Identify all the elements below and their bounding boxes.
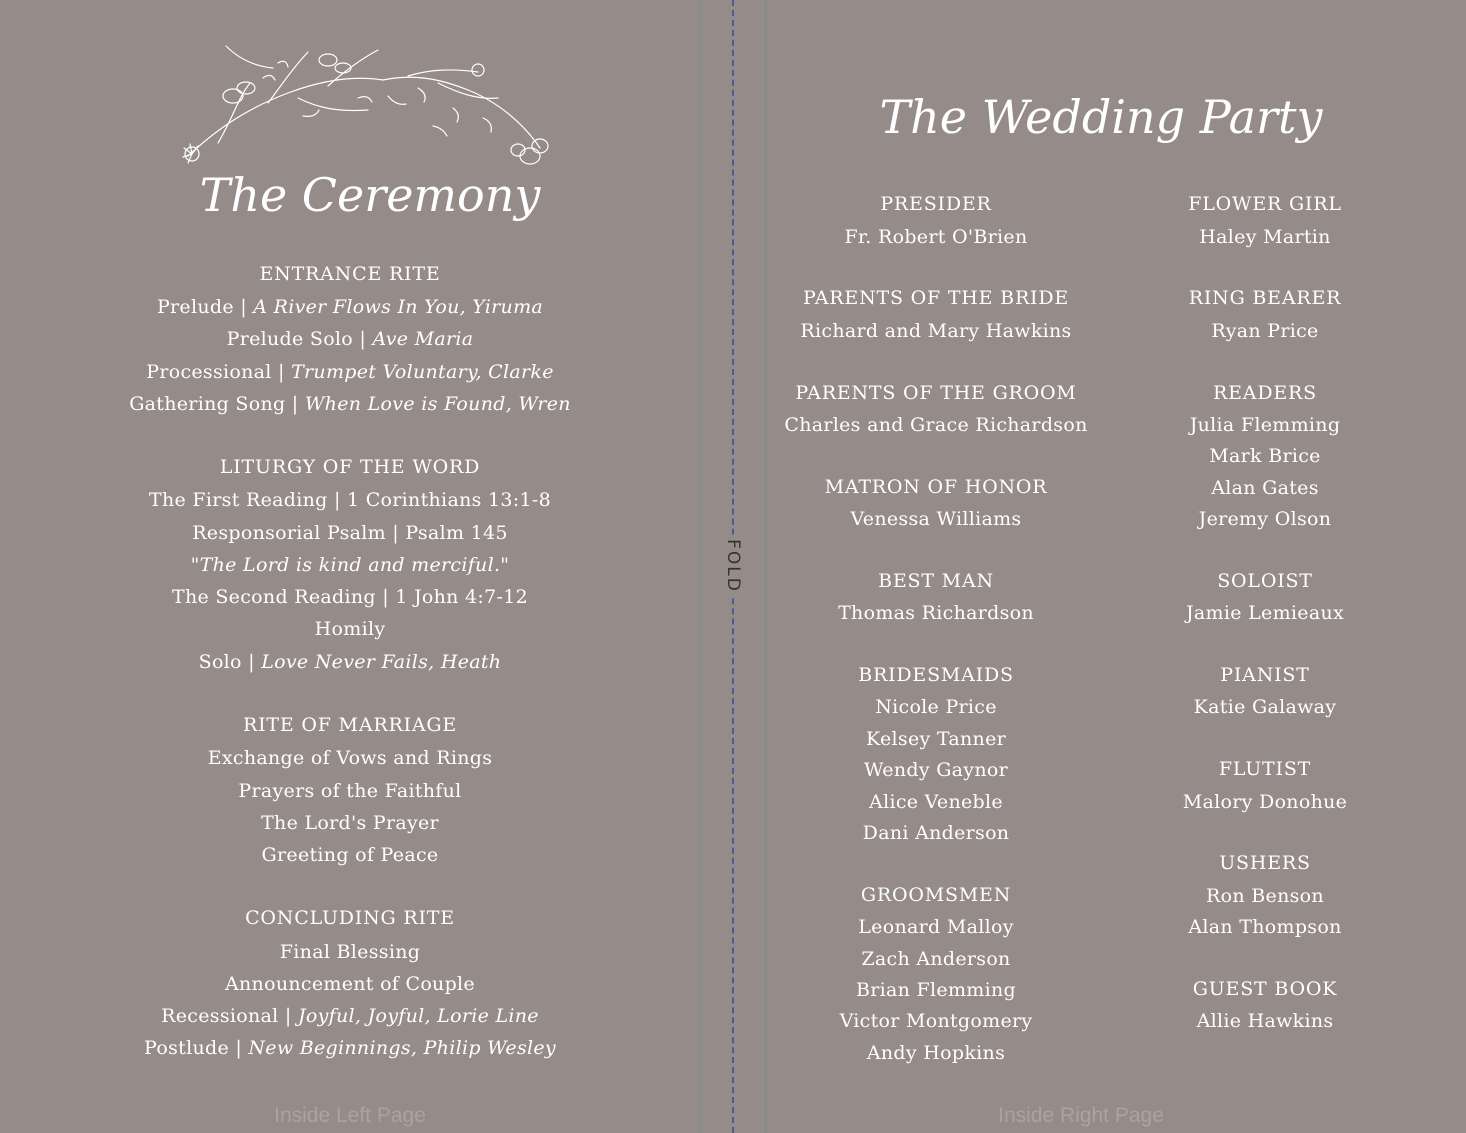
program-line: Greeting of Peace (261, 844, 439, 866)
party-name: Alan Gates (1211, 477, 1319, 499)
program-line: Prelude | A River Flows In You, Yiruma (156, 296, 544, 318)
program-line: Responsorial Psalm | Psalm 145 (192, 522, 508, 544)
ceremony-title: The Ceremony (199, 168, 541, 222)
party-name: Venessa Williams (850, 508, 1022, 530)
section-heading: CONCLUDING RITE (245, 907, 455, 929)
party-name: Kelsey Tanner (866, 728, 1006, 750)
program-line: Postlude | New Beginnings, Philip Wesley (144, 1037, 556, 1059)
program-line: The Second Reading | 1 John 4:7-12 (171, 586, 529, 608)
program-line: Prayers of the Faithful (238, 780, 462, 802)
party-name: Katie Galaway (1193, 696, 1337, 718)
program-line: The First Reading | 1 Corinthians 13:1-8 (149, 489, 551, 511)
role-heading: BEST MAN (878, 570, 994, 592)
role-heading: MATRON OF HONOR (824, 476, 1048, 498)
party-name: Leonard Malloy (858, 916, 1014, 938)
role-heading: FLUTIST (1218, 758, 1312, 780)
left-trim-line (700, 0, 701, 1133)
role-heading: READERS (1213, 382, 1317, 404)
role-heading: GUEST BOOK (1192, 978, 1338, 1000)
role-heading: BRIDESMAIDS (858, 664, 1014, 686)
section-heading: ENTRANCE RITE (259, 263, 441, 285)
party-name: Alice Veneble (869, 791, 1003, 813)
program-line: The Lord's Prayer (261, 812, 439, 834)
party-name: Nicole Price (875, 696, 997, 718)
party-name: Richard and Mary Hawkins (800, 320, 1072, 342)
program-line: Homily (314, 618, 386, 640)
party-name: Malory Donohue (1182, 791, 1348, 813)
party-name: Zach Anderson (861, 948, 1011, 970)
party-name: Wendy Gaynor (864, 759, 1008, 781)
role-heading: FLOWER GIRL (1188, 193, 1342, 215)
program-line: "The Lord is kind and merciful." (190, 554, 510, 576)
program-line: Exchange of Vows and Rings (207, 747, 493, 769)
party-name: Charles and Grace Richardson (784, 414, 1088, 436)
role-heading: PARENTS OF THE GROOM (795, 382, 1077, 404)
program-line: Prelude Solo | Ave Maria (226, 328, 474, 350)
program-line: Processional | Trumpet Voluntary, Clarke (146, 361, 554, 383)
party-name: Brian Flemming (856, 979, 1016, 1001)
party-name: Dani Anderson (862, 822, 1010, 844)
wedding-party-title: The Wedding Party (879, 90, 1323, 144)
inside-right-page (766, 0, 1466, 1133)
party-name: Victor Montgomery (839, 1010, 1033, 1032)
role-heading: RING BEARER (1188, 287, 1342, 309)
program-line: Gathering Song | When Love is Found, Wren (129, 393, 571, 415)
program-line: Recessional | Joyful, Joyful, Lorie Line (161, 1005, 539, 1027)
inside-right-page-caption: Inside Right Page (998, 1104, 1164, 1127)
role-heading: PARENTS OF THE BRIDE (802, 287, 1070, 309)
fold-label: FOLD (719, 537, 747, 595)
role-heading: USHERS (1219, 852, 1311, 874)
party-name: Alan Thompson (1188, 916, 1342, 938)
role-heading: GROOMSMEN (860, 884, 1012, 906)
inside-left-page-caption: Inside Left Page (274, 1104, 426, 1127)
role-heading: PIANIST (1220, 664, 1310, 686)
section-heading: LITURGY OF THE WORD (219, 456, 481, 478)
party-name: Jeremy Olson (1198, 508, 1332, 530)
floral-wreath-illustration (178, 38, 558, 173)
fold-strip (700, 0, 766, 1133)
section-heading: RITE OF MARRIAGE (242, 714, 458, 736)
program-line: Final Blessing (279, 941, 421, 963)
party-name: Thomas Richardson (838, 602, 1034, 624)
party-name: Fr. Robert O'Brien (844, 226, 1028, 248)
party-name: Mark Brice (1209, 445, 1321, 467)
party-name: Julia Flemming (1189, 414, 1341, 436)
inside-left-page (0, 0, 700, 1133)
wedding-party-column-right (1150, 0, 1380, 1133)
party-name: Jamie Lemieaux (1186, 602, 1344, 624)
party-name: Ron Benson (1206, 885, 1324, 907)
party-name: Ryan Price (1211, 320, 1319, 342)
party-name: Haley Martin (1199, 226, 1331, 248)
wedding-party-column-left (766, 0, 1106, 1133)
role-heading: PRESIDER (880, 193, 992, 215)
party-name: Allie Hawkins (1196, 1010, 1334, 1032)
program-line: Solo | Love Never Fails, Heath (198, 651, 502, 673)
party-name: Andy Hopkins (866, 1042, 1006, 1064)
program-line: Announcement of Couple (225, 973, 475, 995)
role-heading: SOLOIST (1217, 570, 1313, 592)
